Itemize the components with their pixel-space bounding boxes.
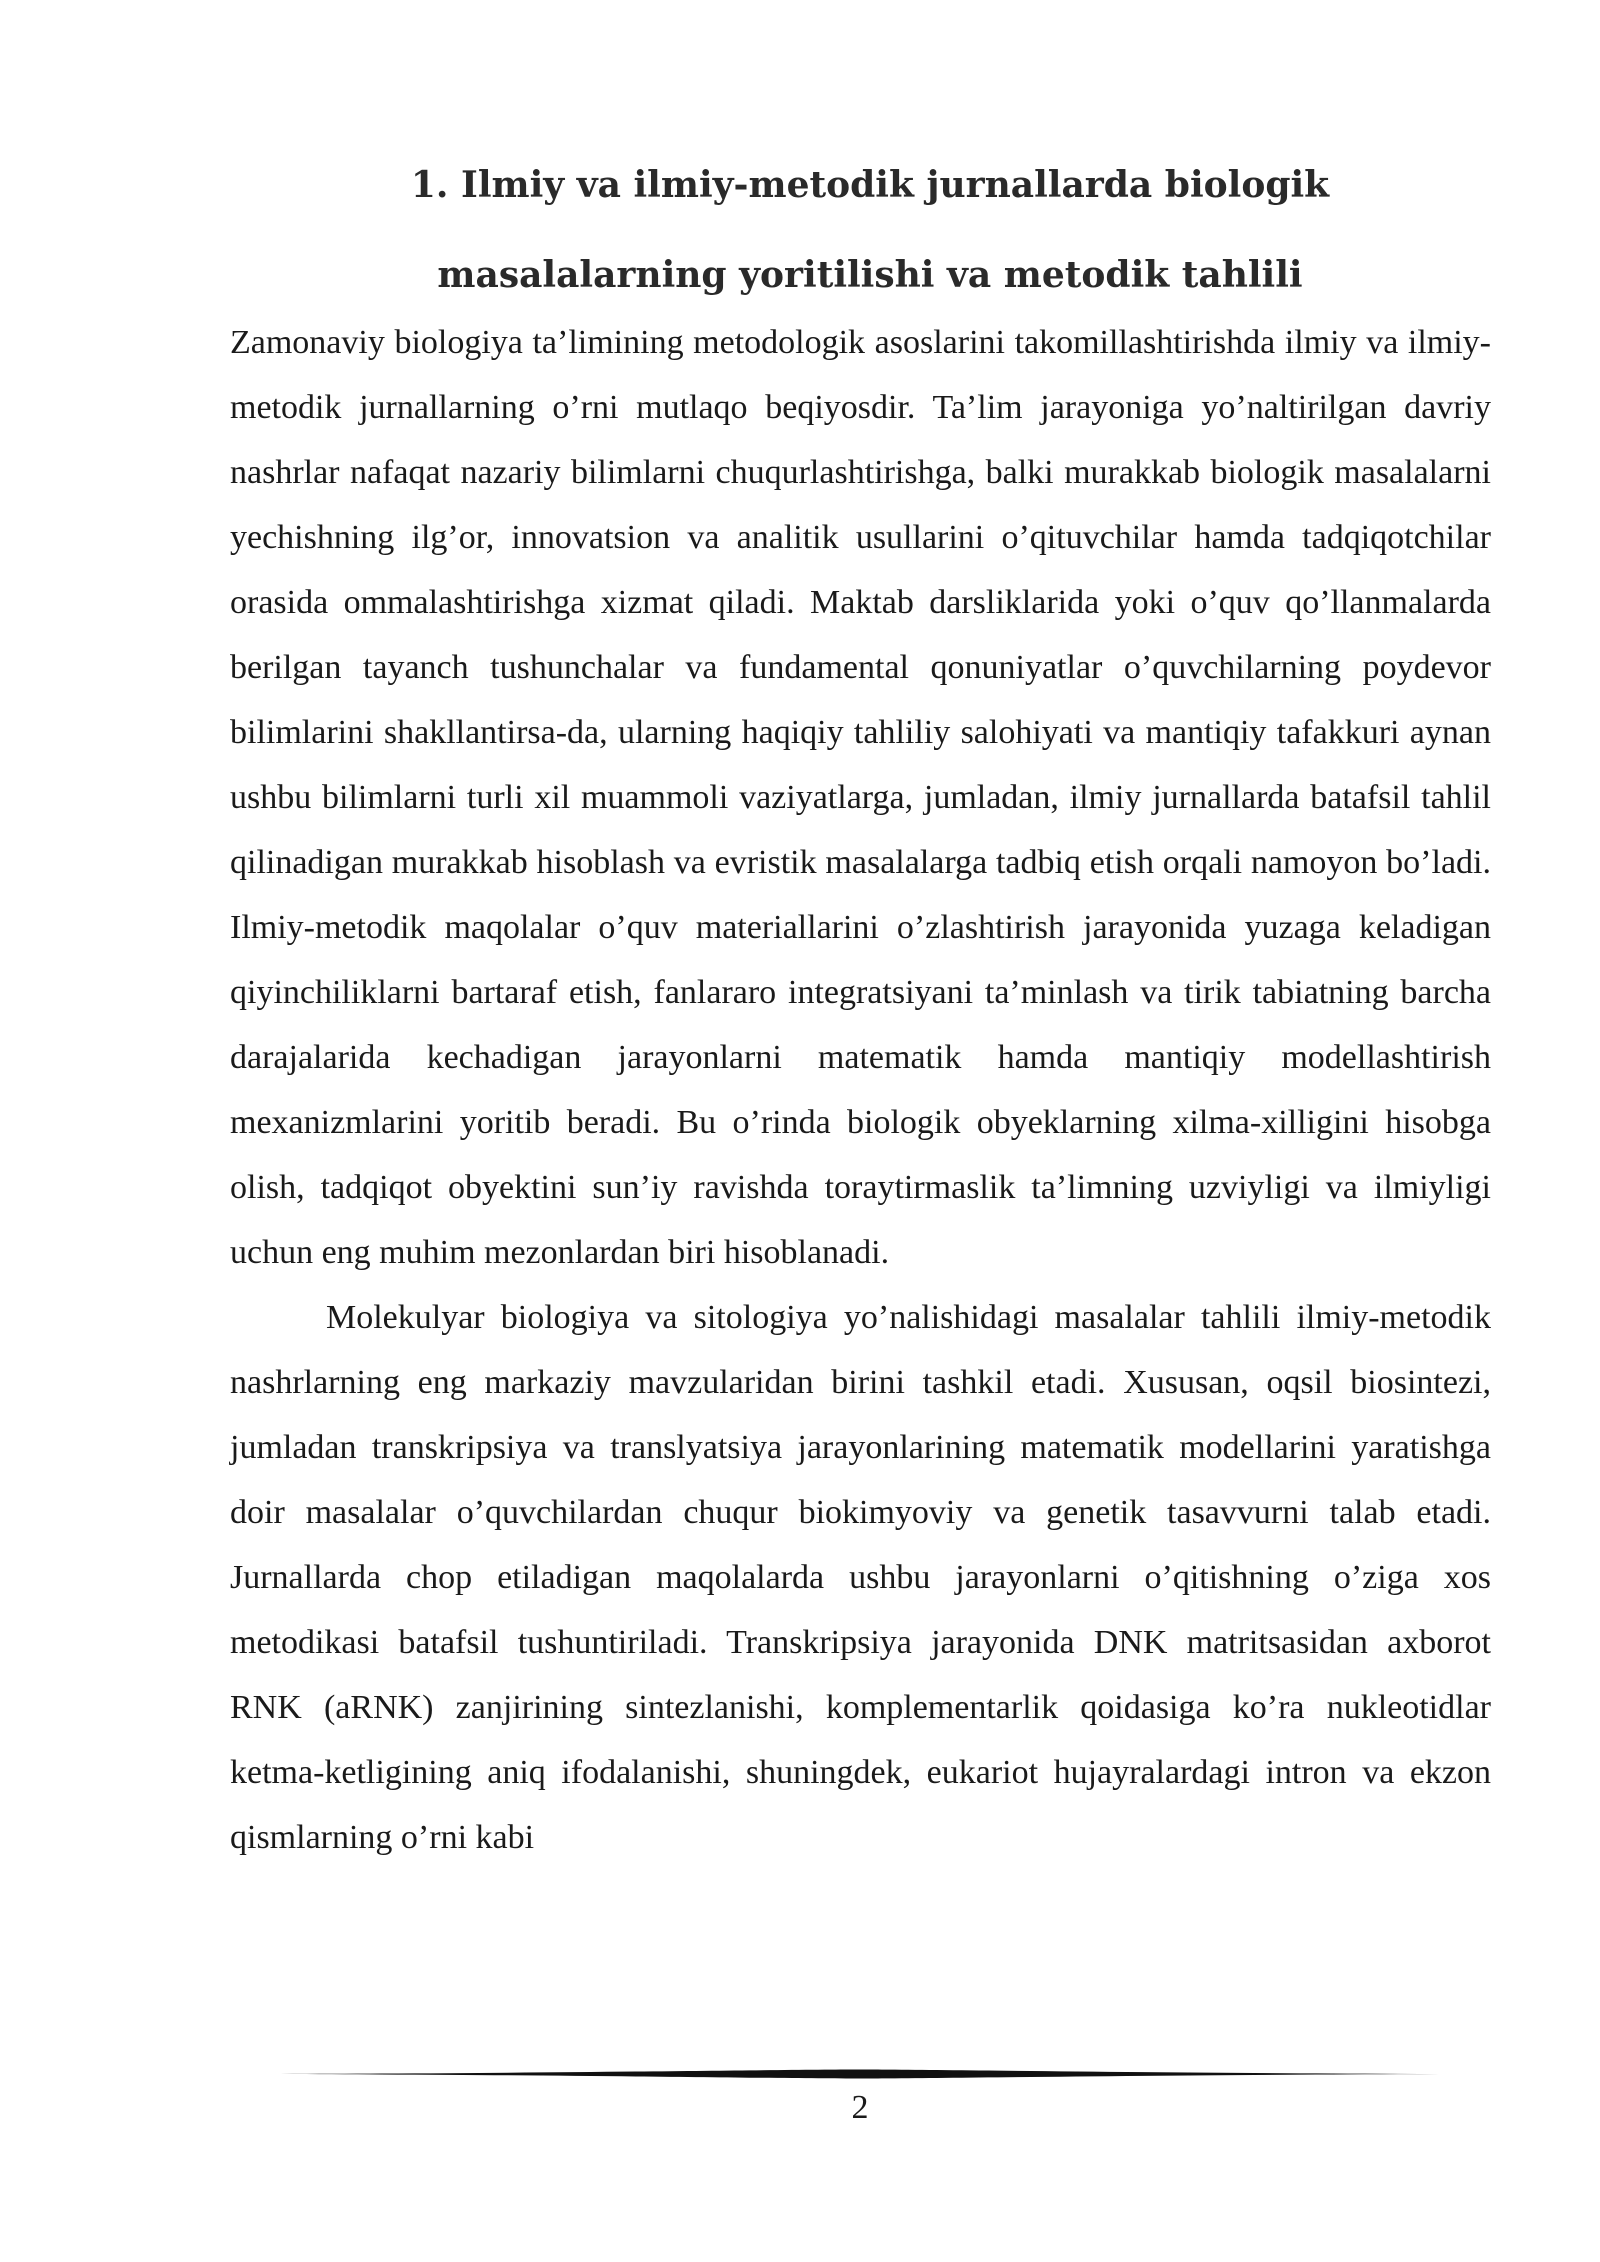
section-heading-line-1: 1. Ilmiy va ilmiy-metodik jurnallarda biologik bbox=[410, 164, 1330, 206]
section-heading-line-2: masalalarning yoritilishi va metodik tahlili bbox=[437, 254, 1303, 296]
page-number: 2 bbox=[851, 2089, 869, 2126]
section-heading bbox=[300, 140, 1440, 320]
body-text bbox=[230, 310, 1491, 1870]
body-paragraph-2: Molekulyar biologiya va sitologiya yo’nalishidagi masalalar tahlili ilmiy-metodik nashrlarning eng markaziy mavzularidan birini tashkil etadi. Xususan, oqsil biosintezi, jumladan transkripsiya va translyatsiya jarayonlarining matematik modellarini yaratishga doir masalalar o’quvchilardan chuqur biokimyoviy va genetik tasavvurni talab etadi. Jurnallarda chop etiladigan maqolalarda ushbu jarayonlarni o’qitishning o’ziga xos metodikasi batafsil tushuntiriladi. Transkripsiya jarayonida DNK matritsasidan axborot RNK (aRNK) zanjirining sintezlanishi, komplementarlik qoidasiga ko’ra nukleotidlar ketma-ketligining aniq ifodalanishi, shuningdek, eukariot hujayralardagi intron va ekzon qismlarning o’rni kabi bbox=[230, 1299, 1491, 1856]
body-paragraph-1: Zamonaviy biologiya ta’limining metodologik asoslarini takomillashtirishda ilmiy va ilmiy-metodik jurnallarning o’rni mutlaqo beqiyosdir. Ta’lim jarayoniga yo’naltirilgan davriy nashrlar nafaqat nazariy bilimlarni chuqurlashtirishga, balki murakkab biologik masalalarni yechishning ilg’or, innovatsion va analitik usullarini o’qituvchilar hamda tadqiqotchilar orasida ommalashtirishga xizmat qiladi. Maktab darsliklarida yoki o’quv qo’llanmalarda berilgan tayanch tushunchalar va fundamental qonuniyatlar o’quvchilarning poydevor bilimlarini shakllantirsa-da, ularning haqiqiy tahliliy salohiyati va mantiqiy tafakkuri aynan ushbu bilimlarni turli xil muammoli vaziyatlarga, jumladan, ilmiy jurnallarda batafsil tahlil qilinadigan murakkab hisoblash va evristik masalalarga tadbiq etish orqali namoyon bo’ladi. Ilmiy-metodik maqolalar o’quv materiallarini o’zlashtirish jarayonida yuzaga keladigan qiyinchiliklarni bartaraf etish, fanlararo integratsiyani ta’minlash va tirik tabiatning barcha darajalarida kechadigan jarayonlarni matematik hamda mantiqiy modellashtirish mexanizmlarini yoritib beradi. Bu o’rinda biologik obyeklarning xilma-xilligini hisobga olish, tadqiqot obyektini sun’iy ravishda toraytirmaslik ta’limning uzviyligi va ilmiyligi uchun eng muhim mezonlardan biri hisoblanadi. bbox=[230, 324, 1491, 1271]
footer-divider bbox=[280, 2068, 1440, 2080]
